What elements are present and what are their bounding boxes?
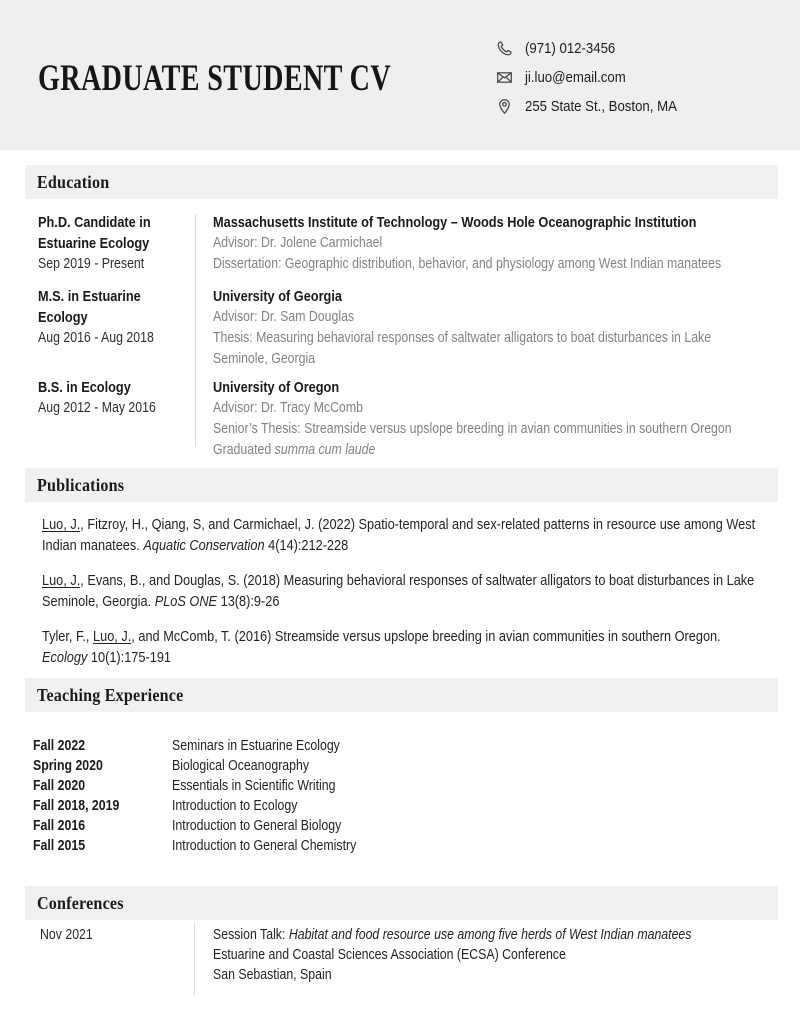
teaching-row	[33, 796, 320, 816]
publication-text: Seminole, Georgia.	[42, 593, 155, 610]
publication-item	[42, 570, 782, 612]
conference-date	[40, 925, 102, 945]
journal-name: Aquatic Conservation	[143, 537, 265, 554]
publication-line	[42, 591, 671, 612]
teaching-course: Introduction to General Chemistry	[172, 838, 357, 854]
teaching-term: Fall 2022	[33, 738, 86, 754]
section-header-education	[25, 165, 778, 199]
education-institution-uo	[213, 377, 778, 461]
publication-text: Indian manatees.	[42, 537, 144, 554]
conference-details	[213, 925, 778, 985]
teaching-course: Biological Oceanography	[172, 758, 310, 774]
section-title: Conferences	[37, 893, 124, 913]
advisor-line: Advisor: Dr. Sam Douglas	[213, 309, 355, 325]
phone-icon	[496, 40, 514, 57]
contact-phone-text: (971) 012-3456	[525, 39, 616, 57]
degree-dates: Sep 2019 - Present	[38, 256, 145, 272]
author-self: Luo, J.	[42, 572, 81, 589]
talk-title: Habitat and food resource use among five herds of West Indian manatees	[288, 927, 692, 943]
teaching-term: Fall 2020	[33, 778, 86, 794]
author-self: Luo, J.	[93, 628, 132, 645]
graduated-line	[213, 440, 693, 461]
contact-email	[496, 68, 698, 86]
education-degree-phd	[38, 212, 193, 275]
contact-email-text: ji.luo@email.com	[525, 68, 626, 86]
publication-text: , Evans, B., and Douglas, S. (2018) Measuring behavioral responses of saltwater alligators to boat disturbances in Lake	[80, 572, 755, 589]
teaching-row	[33, 836, 389, 856]
section-header-teaching	[25, 678, 778, 712]
teaching-row	[33, 736, 369, 756]
publication-item	[42, 514, 782, 556]
conference-talk	[213, 925, 693, 945]
publication-citation: 4(14):212-228	[264, 537, 349, 554]
conference-name: Estuarine and Coastal Sciences Association (ECSA) Conference	[213, 947, 566, 963]
graduated-text: Graduated	[213, 442, 275, 458]
publication-line	[42, 535, 671, 556]
degree-line: B.S. in Ecology	[38, 379, 131, 396]
degree-line: Ph.D. Candidate in	[38, 214, 151, 231]
section-header-publications	[25, 468, 778, 502]
journal-name: Ecology	[42, 649, 88, 666]
institution-name: University of Oregon	[213, 379, 340, 396]
teaching-course: Seminars in Estuarine Ecology	[172, 738, 340, 754]
publication-citation: 13(8):9-26	[217, 593, 280, 610]
publication-line	[42, 570, 755, 591]
publication-line	[42, 626, 721, 647]
degree-dates: Aug 2012 - May 2016	[38, 400, 156, 416]
publication-line	[42, 514, 756, 535]
publication-citation: 10(1):175-191	[87, 649, 172, 666]
teaching-term: Fall 2015	[33, 838, 86, 854]
education-divider	[195, 214, 196, 446]
publication-line	[42, 647, 671, 668]
publication-text: , and McComb, T. (2016) Streamside versus upslope breeding in avian communities in southern Oregon.	[131, 628, 721, 645]
teaching-course: Introduction to Ecology	[172, 798, 298, 814]
teaching-term: Fall 2018, 2019	[33, 798, 120, 814]
talk-prefix: Session Talk:	[213, 927, 289, 943]
conference-date-text: Nov 2021	[40, 927, 93, 943]
teaching-row	[33, 776, 364, 796]
degree-line: Estuarine Ecology	[38, 235, 150, 252]
teaching-course: Essentials in Scientific Writing	[172, 778, 336, 794]
author-self: Luo, J.	[42, 516, 81, 533]
teaching-term: Fall 2016	[33, 818, 86, 834]
dissertation-line: Dissertation: Geographic distribution, behavior, and physiology among West Indian manatees	[213, 256, 722, 272]
thesis-line: Thesis: Measuring behavioral responses of saltwater alligators to boat disturbances in Lake	[213, 330, 712, 346]
education-institution-uga	[213, 286, 778, 370]
section-title: Education	[37, 172, 110, 192]
location-icon	[496, 98, 514, 115]
teaching-course: Introduction to General Biology	[172, 818, 342, 834]
advisor-line: Advisor: Dr. Jolene Carmichael	[213, 235, 383, 251]
contact-phone	[496, 39, 698, 57]
contact-info	[496, 39, 698, 126]
teaching-row	[33, 756, 333, 776]
degree-dates: Aug 2016 - Aug 2018	[38, 330, 154, 346]
journal-name: PLoS ONE	[154, 593, 218, 610]
section-header-conferences	[25, 886, 778, 920]
teaching-row	[33, 816, 371, 836]
conference-location: San Sebastian, Spain	[213, 967, 332, 983]
publication-text: , Fitzroy, H., Qiang, S, and Carmichael, J. (2022) Spatio-temporal and sex-related patterns in resource use among West	[80, 516, 756, 533]
section-title: Publications	[37, 475, 125, 495]
thesis-line: Senior’s Thesis: Streamside versus upslope breeding in avian communities in southern Oregon	[213, 421, 732, 437]
education-institution-mit	[213, 212, 778, 275]
page-title: GRADUATE STUDENT CV	[38, 58, 392, 99]
conference-divider	[194, 922, 195, 995]
publication-item	[42, 626, 782, 668]
education-degree-bs	[38, 377, 193, 419]
advisor-line: Advisor: Dr. Tracy McComb	[213, 400, 363, 416]
publication-text: Tyler, F.,	[42, 628, 94, 645]
header	[0, 0, 800, 150]
education-degree-ms	[38, 286, 193, 349]
email-icon	[496, 69, 514, 86]
contact-address-text: 255 State St., Boston, MA	[525, 97, 677, 115]
graduated-honors: summa cum laude	[274, 442, 376, 458]
section-title: Teaching Experience	[37, 685, 184, 705]
institution-name: University of Georgia	[213, 288, 342, 305]
thesis-line: Seminole, Georgia	[213, 351, 316, 367]
teaching-term: Spring 2020	[33, 758, 103, 774]
degree-line: M.S. in Estuarine	[38, 288, 141, 305]
degree-line: Ecology	[38, 309, 88, 326]
institution-name: Massachusetts Institute of Technology – Woods Hole Oceanographic Institution	[213, 214, 697, 231]
contact-address	[496, 97, 698, 115]
